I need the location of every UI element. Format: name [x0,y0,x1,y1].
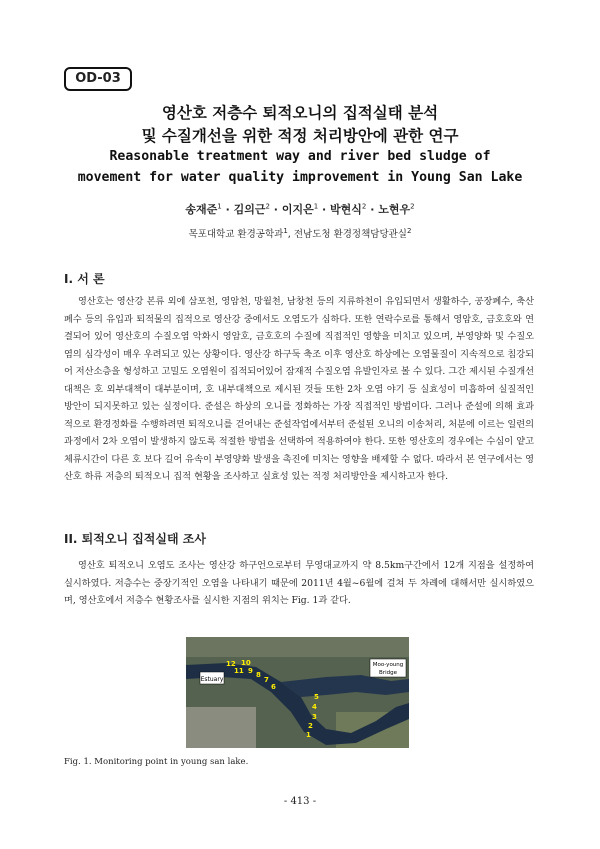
title-korean-line2: 및 수질개선을 위한 적정 처리방안에 관한 연구 [141,127,459,145]
figure-caption: Fig. 1. Monitoring point in young san lake. [64,757,249,767]
author-3: 이지은$^1$ [281,202,319,216]
aerial-map [186,637,409,748]
page-number: - 413 - [283,796,317,807]
point-4: 4 [312,703,317,711]
author-5: 노현우$^2$ [378,202,415,216]
map-label-bridge-1: Moo-young [372,662,404,668]
point-8: 8 [256,671,261,679]
section-heading-survey: II. 퇴적오니 집적실태 조사 [64,532,206,546]
title-english-line1: Reasonable treatment way and river bed sludge of [109,149,491,164]
intro-paragraph: 영산호는 영산강 본류 외에 삼포천, 영암천, 망월천, 남창천 등의 지류하천이 유입되면서 생활하수, 공장폐수, 축산폐수 등의 유입과 퇴적물의 집적으로 영산강 중에서도 오염도가 심하다. 또한 연락수로를 통해서 영암호, 금호호와 연결되어 있어 영산호의 수질오염 악화시 영암호, 금호호의 수질에 직접적인 영향을 미치고 있으며, 부영양화 및 수질오염의 심각성이 매우 우려되고 있는 상황이다. 영산강 하구둑 축조 이후 영산호 하상에는 오염물질이 지속적으로 침강되어 저산소층을 형성하고 고밀도 오염원이 집적되어있어 잠재적 수질오염 유발인자로 볼 수 있다. 그간 제시된 수질개선 대책은 호 외부대책이 대부분이며, 호 내부대책으로 제시된 것들 또한 2차 오염 야기 등 실효성이 미흡하여 실질적인 방안이 되지못하고 있는 실정이다. 준설은 하상의 오니를 정화하는 가장 직접적인 방법이다. 그러나 준설에 의해 효과적으로 환경정화를 수행하려면 퇴적오니를 걷어내는 준설작업에서부터 준설된 오니의 이송처리, 처분에 이르는 일련의 과정에서 2차 오염이 발생하지 않도록 적절한 방법을 선택하여 적용하여야 한다. 또한 영산호의 경우에는 수심이 얕고 체류시간이 다른 호 보다 길어 유속이 부영양화 발생을 촉진에 미치는 영향을 배제할 수 없다. 따라서 본 연구에서는 영산호 하류 저층의 퇴적오니 집적 현황을 조사하고 실효성 있는 적정 처리방안을 제시하고자 한다. [64,296,534,482]
point-3: 3 [312,713,317,721]
title-english-line2: movement for water quality improvement in Young San Lake [77,170,523,185]
author-2: 김의근$^2$ [233,202,270,216]
survey-paragraph: 영산호 퇴적오니 오염도 조사는 영산강 하구언으로부터 무영대교까지 약 8.5km구간에서 12개 지점을 설정하여 실시하였다. 저층수는 중장기적인 오염을 나타내기 때문에 2011년 4월~6월에 걸쳐 두 차례에 대해서만 실시하였으며, 영산호에서 저층수 현황조사를 실시한 지점의 위치는 Fig. 1과 같다. [64,560,534,606]
point-5: 5 [314,693,319,701]
point-6: 6 [271,683,276,691]
point-9: 9 [248,667,253,675]
author-1: 송재준$^1$ [185,202,222,216]
point-10: 10 [241,659,251,667]
point-1: 1 [306,731,311,739]
point-12: 12 [226,660,236,668]
author-4: 박현식$^2$ [330,202,367,216]
map-label-estuary: Estuary [200,676,224,683]
map-label-bridge-2: Bridge [379,670,397,676]
title-korean-line1: 영산호 저층수 퇴적오니의 집적실태 분석 [161,104,439,122]
session-badge: OD-03 [64,67,132,91]
author-list: 송재준$^1$ · 김의근$^2$ · 이지은$^1$ · 박현식$^2$ · 노현우$^2$ [185,202,415,216]
point-2: 2 [308,722,313,730]
section-heading-intro: I. 서 론 [64,272,105,286]
affiliation: 목포대학교 환경공학과$^1$, 전남도청 환경정책담당관실$^2$ [188,226,412,240]
monitoring-map-figure [186,637,409,748]
point-11: 11 [234,667,244,675]
point-7: 7 [264,676,269,684]
